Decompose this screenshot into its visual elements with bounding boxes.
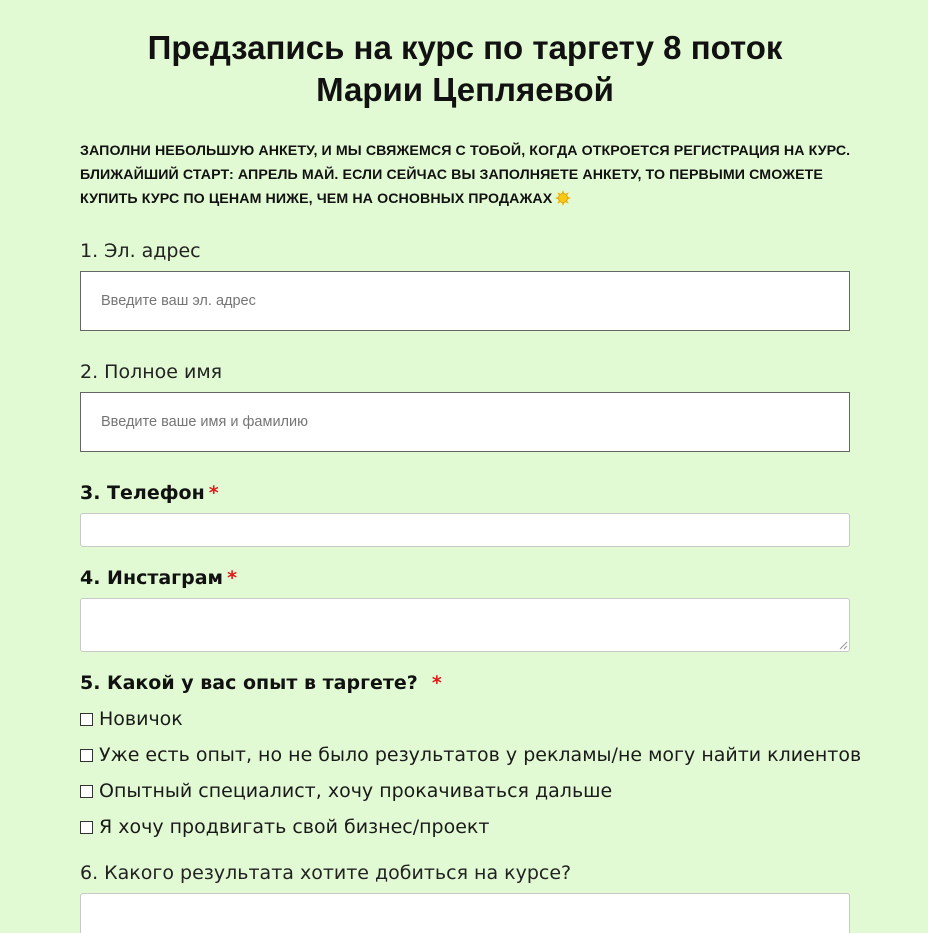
form-title-line-1: Предзапись на курс по таргету 8 поток [147,29,783,66]
required-asterisk: * [208,482,219,504]
question-experience-label-text: 5. Какой у вас опыт в таргете? [80,672,418,694]
goal-textarea[interactable] [80,893,850,933]
resize-handle-icon[interactable] [839,641,848,650]
form-description-text: ЗАПОЛНИ НЕБОЛЬШУЮ АНКЕТУ, И МЫ СВЯЖЕМСЯ С ТОБОЙ, КОГДА ОТКРОЕТСЯ РЕГИСТРАЦИЯ НА КУРС. БЛИЖАЙШИЙ СТАРТ: АПРЕЛЬ МАЙ. ЕСЛИ СЕЙЧАС ВЫ ЗАПОЛНЯЕТЕ АНКЕТУ, ТО ПЕРВЫМИ СМОЖЕТЕ КУПИТЬ КУРС ПО ЦЕНАМ НИЖЕ, ЧЕМ НА ОСНОВНЫХ ПРОДАЖАХ [80,143,851,207]
experience-option-experienced[interactable] [80,779,612,803]
checkbox[interactable] [80,821,93,834]
question-instagram-label [80,566,237,590]
option-label: Я хочу продвигать свой бизнес/проект [99,816,490,838]
option-label: Опытный специалист, хочу прокачиваться дальше [99,780,613,802]
question-phone-label-text: 3. Телефон [80,482,205,504]
instagram-textarea[interactable] [80,598,850,652]
checkbox[interactable] [80,749,93,762]
question-name-label [80,360,222,384]
option-label: Новичок [99,708,183,730]
required-asterisk: * [431,672,442,694]
question-instagram-label-text: 4. Инстаграм [80,567,224,589]
question-goal-label [80,861,571,885]
experience-option-beginner[interactable] [80,707,183,731]
option-label: Уже есть опыт, но не было результатов у рекламы/не могу найти клиентов [99,744,862,766]
question-phone-label [80,481,219,505]
full-name-field[interactable] [80,392,850,452]
experience-option-own-business[interactable] [80,815,489,839]
question-email-label-text: 1. Эл. адрес [80,240,201,262]
form-title-line-2: Марии Цепляевой [316,71,614,108]
phone-field[interactable] [80,513,850,547]
question-goal-label-text: 6. Какого результата хотите добиться на курсе? [80,862,572,884]
checkbox[interactable] [80,713,93,726]
form-title [80,27,850,111]
required-asterisk: * [227,567,237,589]
experience-option-some-experience[interactable] [80,743,861,767]
form-description [80,139,855,211]
question-name-label-text: 2. Полное имя [80,361,223,383]
question-experience-label [80,671,442,695]
sun-emoji-icon [555,190,571,206]
question-email-label [80,239,201,263]
email-field[interactable] [80,271,850,331]
checkbox[interactable] [80,785,93,798]
